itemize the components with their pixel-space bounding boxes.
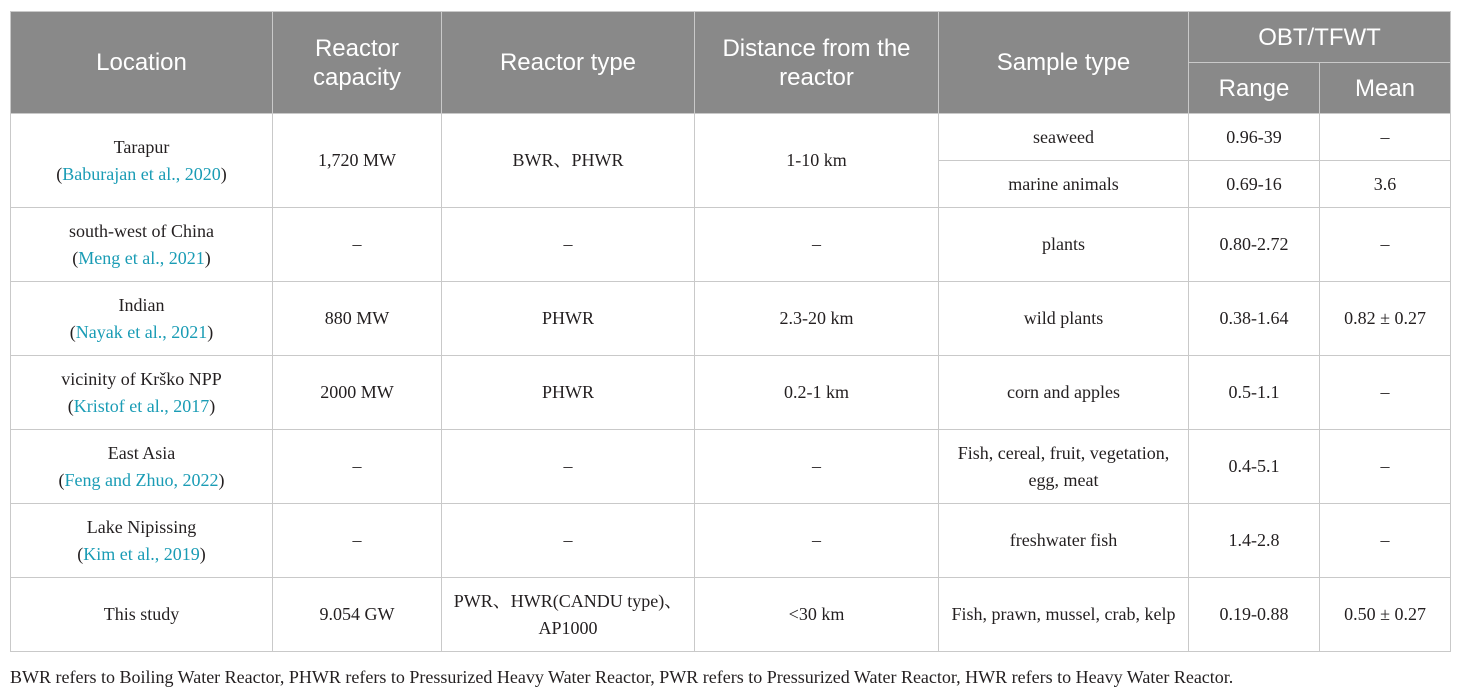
mean-cell: 0.82 ± 0.27: [1320, 282, 1451, 356]
capacity-cell: –: [273, 504, 442, 578]
header-reactor-type: Reactor type: [442, 12, 695, 114]
location-cell: south-west of China (Meng et al., 2021): [11, 208, 273, 282]
header-reactor-capacity: Reactor capacity: [273, 12, 442, 114]
sample-cell: Fish, cereal, fruit, vegetation, egg, meat: [939, 430, 1189, 504]
location-name: Tarapur: [113, 136, 170, 157]
reactor-type-cell: PHWR: [442, 356, 695, 430]
header-obt-tfwt: OBT/TFWT: [1189, 12, 1451, 63]
mean-cell: –: [1320, 208, 1451, 282]
reactor-type-cell: –: [442, 208, 695, 282]
location-cell: vicinity of Krško NPP (Kristof et al., 2017): [11, 356, 273, 430]
header-distance: Distance from the reactor: [695, 12, 939, 114]
distance-cell: 1-10 km: [695, 114, 939, 208]
range-cell: 0.4-5.1: [1189, 430, 1320, 504]
capacity-cell: 9.054 GW: [273, 578, 442, 652]
sample-cell: freshwater fish: [939, 504, 1189, 578]
location-cell: Indian (Nayak et al., 2021): [11, 282, 273, 356]
table-row: [11, 208, 1451, 282]
reactor-type-cell: PHWR: [442, 282, 695, 356]
distance-cell: 0.2-1 km: [695, 356, 939, 430]
header-range: Range: [1189, 63, 1320, 114]
capacity-cell: 2000 MW: [273, 356, 442, 430]
header-mean: Mean: [1320, 63, 1451, 114]
sample-cell: Fish, prawn, mussel, crab, kelp: [939, 578, 1189, 652]
reactor-type-cell: –: [442, 430, 695, 504]
range-cell: 0.38-1.64: [1189, 282, 1320, 356]
sample-cell: wild plants: [939, 282, 1189, 356]
mean-cell: –: [1320, 504, 1451, 578]
table-row: [11, 356, 1451, 430]
citation-link[interactable]: Kim et al., 2019: [83, 543, 200, 564]
location-name: Lake Nipissing: [86, 516, 197, 537]
citation-link[interactable]: Nayak et al., 2021: [75, 321, 208, 342]
sample-cell: plants: [939, 208, 1189, 282]
table-row: [11, 504, 1451, 578]
range-cell: 1.4-2.8: [1189, 504, 1320, 578]
capacity-cell: –: [273, 430, 442, 504]
location-name: Indian: [118, 294, 165, 315]
mean-cell: –: [1320, 114, 1451, 161]
capacity-cell: –: [273, 208, 442, 282]
reactor-type-cell: PWR、HWR(CANDU type)、AP1000: [442, 578, 695, 652]
range-cell: 0.80-2.72: [1189, 208, 1320, 282]
header-location: Location: [11, 12, 273, 114]
citation-link[interactable]: Kristof et al., 2017: [73, 395, 210, 416]
range-cell: 0.5-1.1: [1189, 356, 1320, 430]
location-cell: Lake Nipissing (Kim et al., 2019): [11, 504, 273, 578]
table-row: [11, 430, 1451, 504]
location-cell: East Asia (Feng and Zhuo, 2022): [11, 430, 273, 504]
location-name: East Asia: [107, 442, 176, 463]
distance-cell: 2.3-20 km: [695, 282, 939, 356]
reactor-type-cell: BWR、PHWR: [442, 114, 695, 208]
table-row: [11, 578, 1451, 652]
reactor-type-cell: –: [442, 504, 695, 578]
citation-link[interactable]: Feng and Zhuo, 2022: [64, 469, 219, 490]
distance-cell: –: [695, 208, 939, 282]
location-cell: This study: [11, 578, 273, 652]
table-row: [11, 282, 1451, 356]
capacity-cell: 880 MW: [273, 282, 442, 356]
header-sample-type: Sample type: [939, 12, 1189, 114]
distance-cell: –: [695, 504, 939, 578]
location-name: south-west of China: [69, 220, 214, 241]
table-row: [11, 114, 1451, 161]
sample-cell: corn and apples: [939, 356, 1189, 430]
distance-cell: <30 km: [695, 578, 939, 652]
location-name: vicinity of Krško NPP: [61, 368, 222, 389]
citation-link[interactable]: Baburajan et al., 2020: [62, 163, 221, 184]
mean-cell: 3.6: [1320, 161, 1451, 208]
citation-link[interactable]: Meng et al., 2021: [78, 247, 205, 268]
range-cell: 0.69-16: [1189, 161, 1320, 208]
capacity-cell: 1,720 MW: [273, 114, 442, 208]
mean-cell: 0.50 ± 0.27: [1320, 578, 1451, 652]
sample-cell: marine animals: [939, 161, 1189, 208]
table-footnote: BWR refers to Boiling Water Reactor, PHWR refers to Pressurized Heavy Water Reactor, PWR refers to Pressurized Water Reactor, HWR refers to Heavy Water Reactor.: [10, 667, 1234, 687]
location-cell: Tarapur (Baburajan et al., 2020): [11, 114, 273, 208]
data-table: [10, 11, 1451, 652]
mean-cell: –: [1320, 356, 1451, 430]
range-cell: 0.19-0.88: [1189, 578, 1320, 652]
range-cell: 0.96-39: [1189, 114, 1320, 161]
sample-cell: seaweed: [939, 114, 1189, 161]
mean-cell: –: [1320, 430, 1451, 504]
distance-cell: –: [695, 430, 939, 504]
